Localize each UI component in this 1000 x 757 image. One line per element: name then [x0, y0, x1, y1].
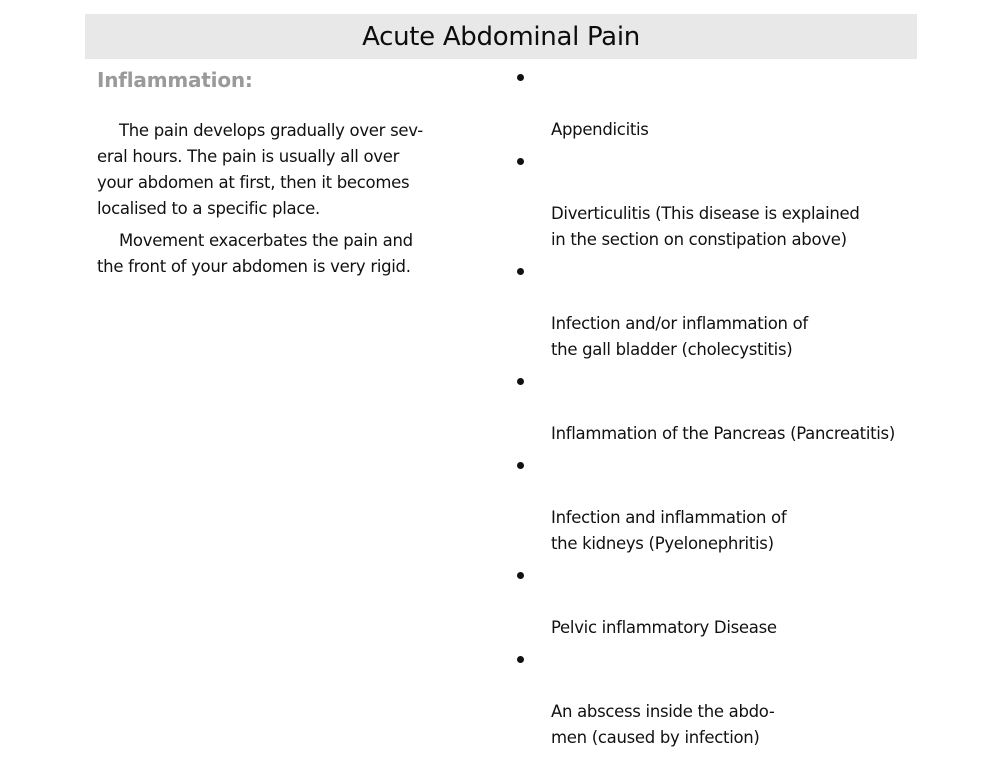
- list-item-text: An abscess inside the abdo- men (caused by infection): [551, 702, 775, 747]
- list-item-text: Inflammation of the Pancreas (Pancreatitis): [551, 424, 895, 443]
- list-item-text: Infection and inflammation of the kidneys (Pyelonephritis): [551, 508, 787, 553]
- title-bar: [85, 14, 917, 59]
- list-item: [515, 369, 935, 447]
- bullet-icon: [517, 378, 524, 385]
- list-item: [515, 563, 935, 641]
- bullet-icon: [517, 462, 524, 469]
- bullet-icon: [517, 158, 524, 165]
- list-item-text: Diverticulitis (This disease is explained in the section on constipation above): [551, 204, 860, 249]
- paragraph-onset: The pain develops gradually over sev- eral hours. The pain is usually all over your abdomen at first, then it becomes localised to a specific place.: [97, 121, 423, 218]
- list-item: [515, 149, 935, 253]
- list-item-text: Infection and/or inflammation of the gall bladder (cholecystitis): [551, 314, 808, 359]
- list-item: [515, 453, 935, 557]
- list-item-text: Appendicitis: [551, 120, 649, 139]
- bullet-icon: [517, 268, 524, 275]
- right-column: [515, 65, 935, 757]
- paragraph-movement: Movement exacerbates the pain and the front of your abdomen is very rigid.: [97, 231, 413, 276]
- bullet-icon: [517, 572, 524, 579]
- page-title: Acute Abdominal Pain: [362, 21, 640, 52]
- list-item-text: Pelvic inflammatory Disease: [551, 618, 777, 637]
- left-column: [97, 64, 437, 280]
- bullet-icon: [517, 74, 524, 81]
- bullet-icon: [517, 656, 524, 663]
- list-item: [515, 647, 935, 751]
- list-item: [515, 259, 935, 363]
- section-heading: Inflammation:: [97, 68, 253, 92]
- causes-list: [515, 65, 935, 751]
- list-item: [515, 65, 935, 143]
